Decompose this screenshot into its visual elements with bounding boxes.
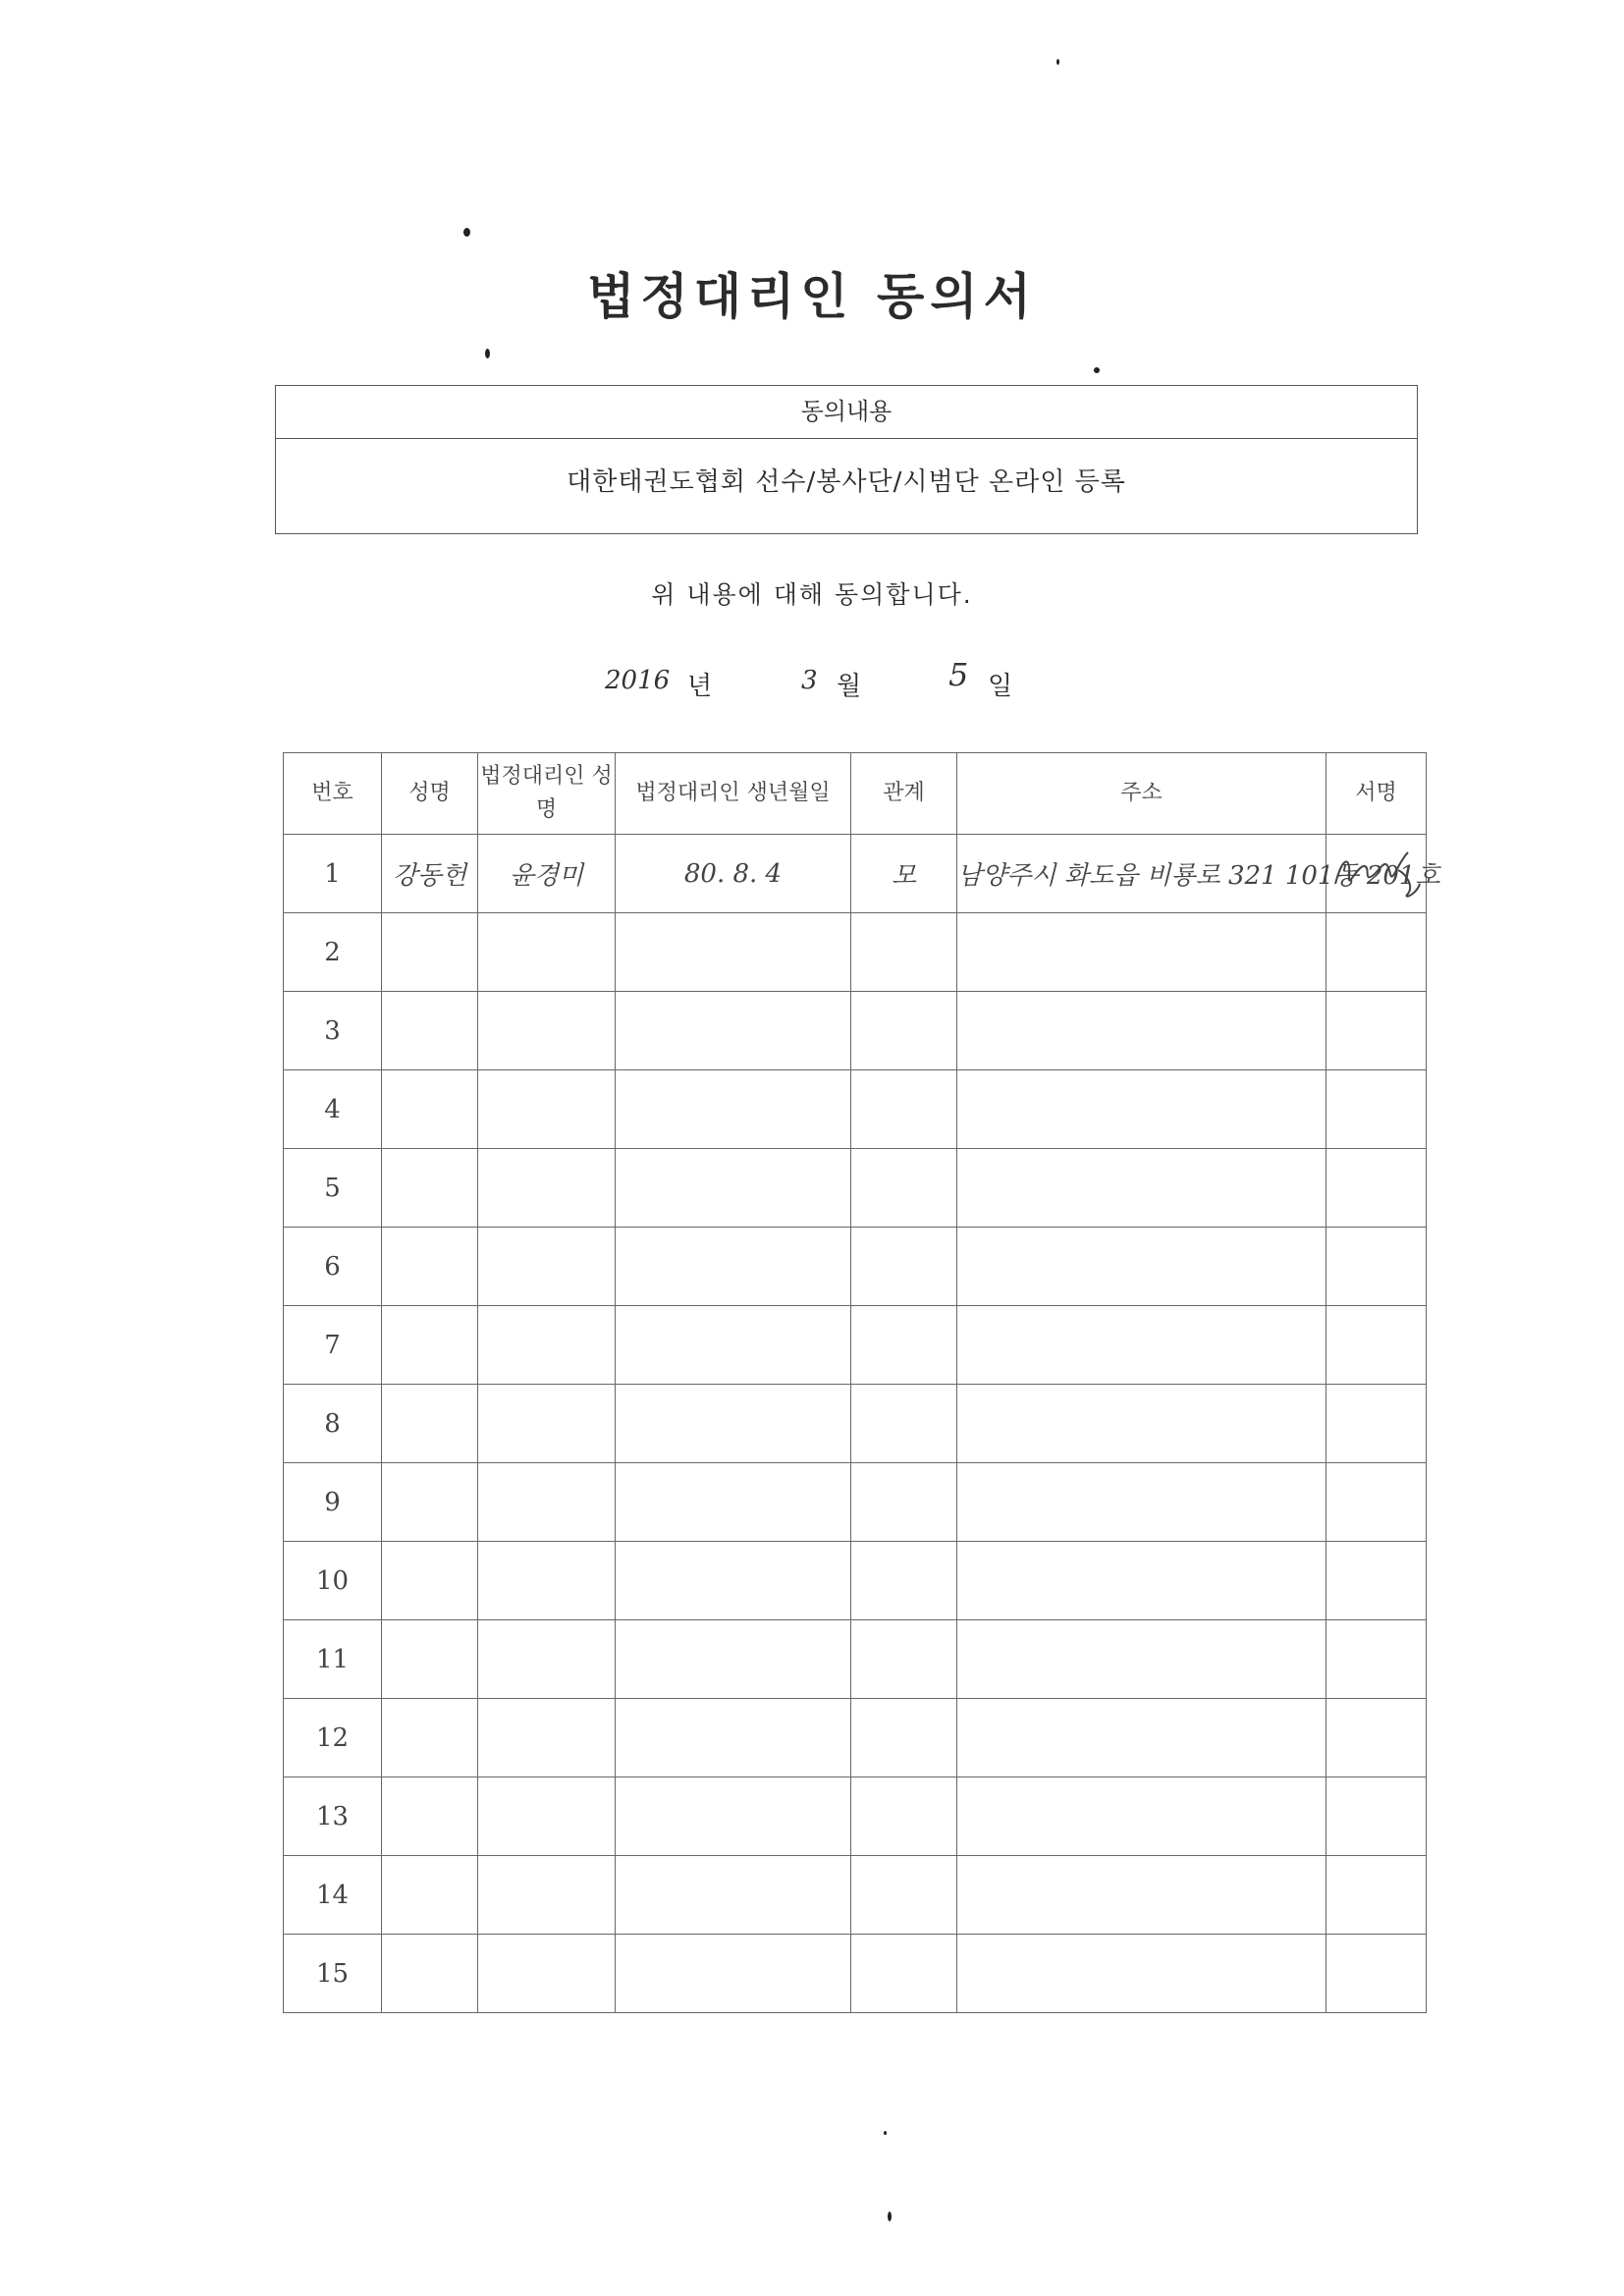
row-guardian-name — [478, 1620, 616, 1699]
row-relation — [851, 1463, 957, 1542]
row-relation — [851, 1542, 957, 1620]
row-guardian-birth — [616, 1856, 851, 1935]
row-name — [382, 1542, 478, 1620]
row-guardian-name — [478, 913, 616, 992]
row-guardian-birth — [616, 1542, 851, 1620]
row-guardian-name — [478, 1149, 616, 1228]
row-number: 2 — [284, 913, 382, 992]
row-guardian-birth — [616, 1463, 851, 1542]
row-name — [382, 1228, 478, 1306]
consent-box — [275, 385, 1418, 534]
row-guardian-birth — [616, 1620, 851, 1699]
row-number: 14 — [284, 1856, 382, 1935]
page-title: 법정대리인 동의서 — [587, 268, 1037, 325]
row-relation — [851, 1070, 957, 1149]
roster-table — [283, 752, 1440, 2013]
row-signature — [1326, 1620, 1427, 1699]
row-number: 4 — [284, 1070, 382, 1149]
row-name — [382, 1385, 478, 1463]
row-signature — [1326, 1699, 1427, 1777]
row-name — [382, 1777, 478, 1856]
row-signature — [1326, 1306, 1427, 1385]
header-number: 번호 — [284, 753, 382, 835]
date-day: 5 — [948, 656, 969, 693]
row-address — [957, 1070, 1326, 1149]
row-address — [957, 992, 1326, 1070]
row-guardian-birth — [616, 1306, 851, 1385]
scan-speck — [463, 228, 470, 237]
row-number: 15 — [284, 1935, 382, 2013]
row-name — [382, 1620, 478, 1699]
row-guardian-birth — [616, 992, 851, 1070]
row-relation — [851, 1699, 957, 1777]
table-row — [284, 1542, 1427, 1620]
row-guardian-birth — [616, 1070, 851, 1149]
date-row — [0, 656, 1624, 705]
table-row — [284, 1777, 1427, 1856]
row-guardian-name — [478, 1542, 616, 1620]
row-guardian-birth: 80. 8. 4 — [616, 835, 851, 913]
row-number: 9 — [284, 1463, 382, 1542]
scan-speck — [1094, 367, 1100, 373]
row-signature — [1326, 1856, 1427, 1935]
row-guardian-name — [478, 1777, 616, 1856]
scan-speck — [1056, 59, 1059, 65]
row-address — [957, 1777, 1326, 1856]
agreement-text: 위 내용에 대해 동의합니다. — [651, 580, 973, 609]
table-row — [284, 1385, 1427, 1463]
row-signature — [1326, 1542, 1427, 1620]
row-guardian-birth — [616, 1228, 851, 1306]
row-name — [382, 1149, 478, 1228]
row-address — [957, 1306, 1326, 1385]
row-name — [382, 1463, 478, 1542]
date-year: 2016 — [605, 666, 671, 695]
row-guardian-birth — [616, 1149, 851, 1228]
row-relation — [851, 1935, 957, 2013]
row-guardian-name — [478, 992, 616, 1070]
date-day-label: 일 — [988, 672, 1013, 701]
row-address — [957, 1542, 1326, 1620]
consent-body: 대한태권도협회 선수/봉사단/시범단 온라인 등록 — [567, 467, 1126, 497]
row-guardian-name — [478, 1699, 616, 1777]
row-number: 1 — [284, 835, 382, 913]
date-month-label: 월 — [837, 672, 862, 701]
row-relation — [851, 1149, 957, 1228]
header-relation: 관계 — [851, 753, 957, 835]
table-row — [284, 1699, 1427, 1777]
row-guardian-name: 윤경미 — [478, 835, 616, 913]
row-guardian-name — [478, 1935, 616, 2013]
row-guardian-birth — [616, 1699, 851, 1777]
row-address — [957, 1463, 1326, 1542]
table-row — [284, 1935, 1427, 2013]
row-number: 5 — [284, 1149, 382, 1228]
row-number: 11 — [284, 1620, 382, 1699]
row-relation — [851, 992, 957, 1070]
row-address: 남양주시 화도읍 비룡로 321 101동 201호 — [957, 835, 1326, 913]
row-number: 10 — [284, 1542, 382, 1620]
table-row — [284, 1228, 1427, 1306]
row-signature — [1326, 1463, 1427, 1542]
row-name — [382, 1306, 478, 1385]
row-address — [957, 1228, 1326, 1306]
row-signature — [1326, 1935, 1427, 2013]
row-guardian-birth — [616, 1935, 851, 2013]
header-address: 주소 — [957, 753, 1326, 835]
row-address — [957, 1856, 1326, 1935]
row-signature — [1326, 1777, 1427, 1856]
table-header-row — [284, 753, 1427, 835]
row-number: 13 — [284, 1777, 382, 1856]
row-guardian-name — [478, 1306, 616, 1385]
row-relation — [851, 1385, 957, 1463]
row-address — [957, 913, 1326, 992]
row-signature — [1326, 992, 1427, 1070]
row-signature — [1326, 913, 1427, 992]
table-row — [284, 1149, 1427, 1228]
row-signature — [1326, 1228, 1427, 1306]
row-number: 12 — [284, 1699, 382, 1777]
table-row — [284, 1306, 1427, 1385]
table-row — [284, 1070, 1427, 1149]
date-month: 3 — [801, 666, 818, 695]
row-name: 강동헌 — [382, 835, 478, 913]
row-name — [382, 1935, 478, 2013]
row-guardian-name — [478, 1070, 616, 1149]
row-name — [382, 1699, 478, 1777]
row-guardian-name — [478, 1385, 616, 1463]
row-guardian-name — [478, 1463, 616, 1542]
row-relation — [851, 1306, 957, 1385]
row-name — [382, 1070, 478, 1149]
row-address — [957, 1699, 1326, 1777]
scan-speck — [485, 349, 490, 358]
row-signature — [1326, 1149, 1427, 1228]
consent-header: 동의내용 — [276, 386, 1417, 439]
row-number: 3 — [284, 992, 382, 1070]
row-relation — [851, 1228, 957, 1306]
row-name — [382, 913, 478, 992]
row-relation: 모 — [851, 835, 957, 913]
row-signature — [1326, 1385, 1427, 1463]
row-number: 6 — [284, 1228, 382, 1306]
table-row — [284, 1620, 1427, 1699]
table-row — [284, 992, 1427, 1070]
header-name: 성명 — [382, 753, 478, 835]
row-guardian-birth — [616, 1385, 851, 1463]
header-guardian-birth: 법정대리인 생년월일 — [616, 753, 851, 835]
roster-body — [284, 835, 1440, 2013]
row-address — [957, 1935, 1326, 2013]
row-relation — [851, 1620, 957, 1699]
row-address — [957, 1620, 1326, 1699]
row-guardian-name — [478, 1856, 616, 1935]
header-guardian-name: 법정대리인 성명 — [478, 753, 616, 835]
table-row — [284, 835, 1427, 913]
row-name — [382, 1856, 478, 1935]
table-row — [284, 913, 1427, 992]
row-guardian-birth — [616, 1777, 851, 1856]
row-number: 7 — [284, 1306, 382, 1385]
row-address — [957, 1385, 1326, 1463]
date-year-label: 년 — [687, 672, 713, 701]
row-number: 8 — [284, 1385, 382, 1463]
row-guardian-birth — [616, 913, 851, 992]
scan-speck — [884, 2131, 887, 2135]
row-relation — [851, 1777, 957, 1856]
table-row — [284, 1856, 1427, 1935]
row-signature — [1326, 1070, 1427, 1149]
row-name — [382, 992, 478, 1070]
row-relation — [851, 1856, 957, 1935]
scan-speck — [888, 2212, 892, 2221]
header-signature: 서명 — [1326, 753, 1427, 835]
row-address — [957, 1149, 1326, 1228]
row-relation — [851, 913, 957, 992]
table-row — [284, 1463, 1427, 1542]
row-guardian-name — [478, 1228, 616, 1306]
